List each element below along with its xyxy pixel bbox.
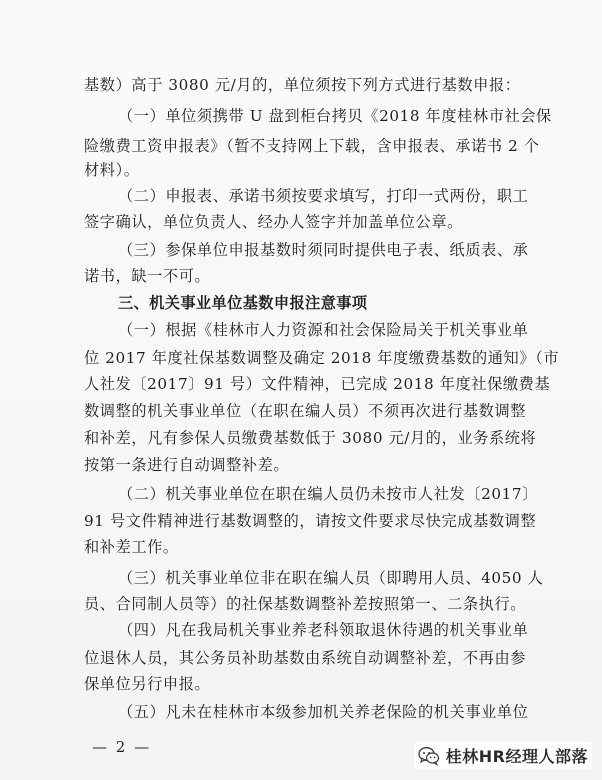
text-line: 基数）高于 3080 元/月的，单位须按下列方式进行基数申报： xyxy=(84,76,521,94)
section-heading: 三、机关事业单位基数申报注意事项 xyxy=(118,294,368,312)
watermark xyxy=(414,742,592,769)
text-line: 保单位另行申报。 xyxy=(84,675,211,693)
text-line: 人社发〔2017〕91 号）文件精神，已完成 2018 年度社保缴费基 xyxy=(84,375,551,393)
text-line: （三）机关事业单位非在职在编人员（即聘用人员、4050 人 xyxy=(118,569,544,587)
text-line: （一）根据《桂林市人力资源和社会保险局关于机关事业单 xyxy=(118,321,529,339)
text-line: 和补差工作。 xyxy=(84,538,179,556)
wechat-icon xyxy=(418,746,440,766)
text-line: 位 2017 年度社保基数调整及确定 2018 年度缴费基数的通知》（市 xyxy=(84,349,560,367)
text-line: 位退休人员，其公务员补助基数由系统自动调整补差，不再由参 xyxy=(84,649,527,667)
text-line: （二）申报表、承诺书须按要求填写，打印一式两份，职工 xyxy=(118,187,529,205)
text-line: （五）凡未在桂林市本级参加机关养老保险的机关事业单位 xyxy=(118,703,529,721)
text-line: 险缴费工资申报表》（暂不支持网上下载，含申报表、承诺书 2 个 xyxy=(84,137,540,155)
text-line: （一）单位须携带 U 盘到柜台拷贝《2018 年度桂林市社会保 xyxy=(118,107,552,125)
watermark-text: 桂林HR经理人部落 xyxy=(445,747,588,766)
text-line: 91 号文件精神进行基数调整的，请按文件要求尽快完成基数调整 xyxy=(84,512,537,530)
text-line: 签字确认，单位负责人、经办人签字并加盖单位公章。 xyxy=(84,213,463,231)
text-line: 材料）。 xyxy=(84,161,140,179)
text-line: （四）凡在我局机关事业养老科领取退休待遇的机关事业单 xyxy=(118,621,529,639)
text-line: （三）参保单位申报基数时须同时提供电子表、纸质表、承 xyxy=(118,241,529,259)
text-line: 诺书，缺一不可。 xyxy=(84,267,211,285)
text-line: 和补差，凡有参保人员缴费基数低于 3080 元/月的，业务系统将 xyxy=(84,429,537,447)
page-number: — 2 — xyxy=(92,738,152,756)
text-line: 员、合同制人员等）的社保基数调整补差按照第一、二条执行。 xyxy=(84,595,527,613)
text-line: （二）机关事业单位在职在编人员仍未按市人社发〔2017〕 xyxy=(118,485,538,503)
text-line: 按第一条进行自动调整补差。 xyxy=(84,456,290,474)
text-line: 数调整的机关事业单位（在职在编人员）不须再次进行基数调整 xyxy=(84,402,527,420)
